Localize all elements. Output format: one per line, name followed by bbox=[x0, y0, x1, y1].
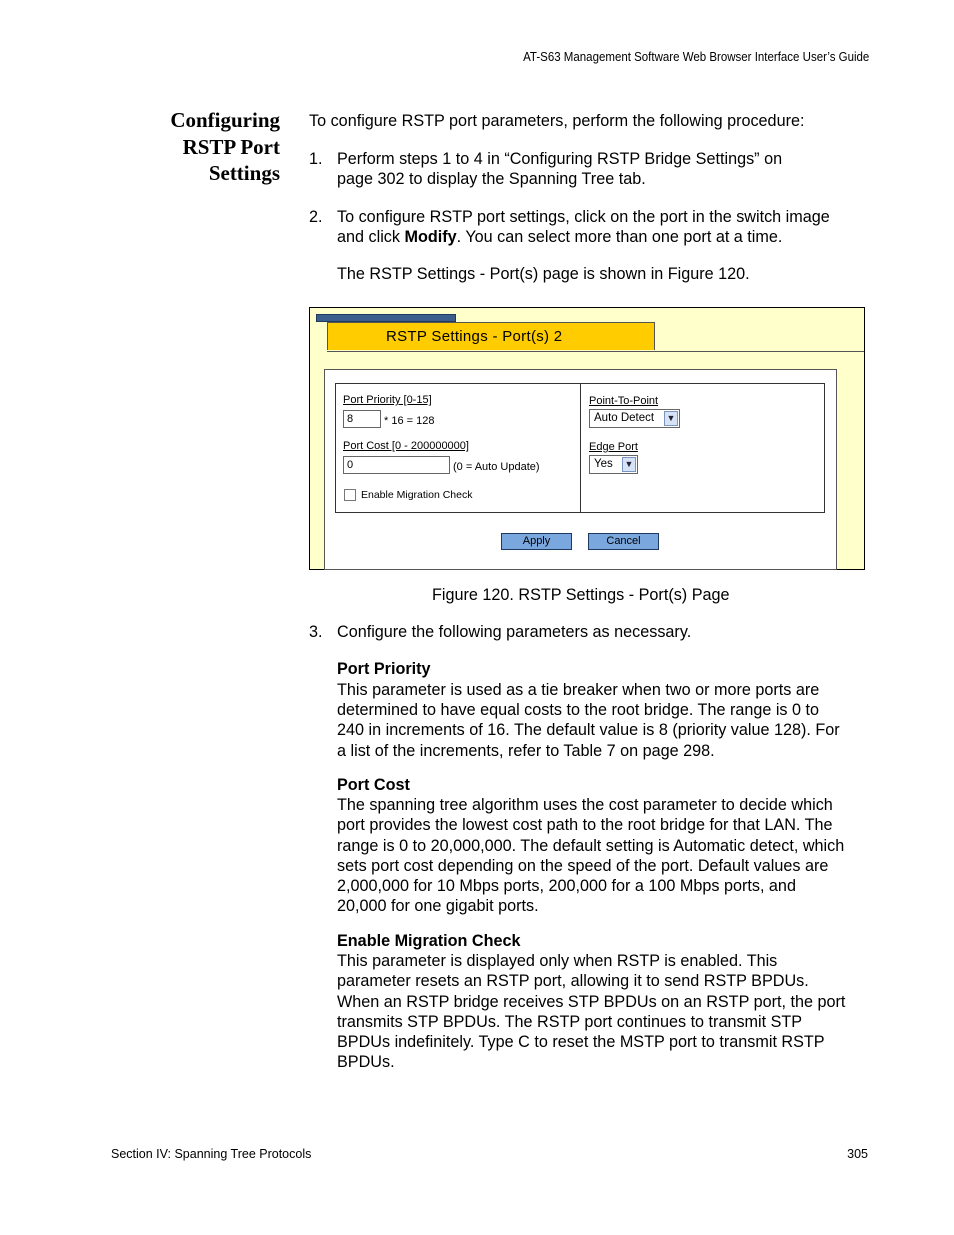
param-text: parameter resets an RSTP port, allowing it to send RSTP BPDUs. bbox=[337, 972, 809, 990]
step-text: page 302 to display the Spanning Tree tab. bbox=[337, 170, 646, 188]
section-title-line: RSTP Port bbox=[182, 134, 280, 159]
tab-underline bbox=[327, 351, 864, 352]
param-text: When an RSTP bridge receives STP BPDUs on an RSTP port, the port bbox=[337, 993, 846, 1011]
port-priority-input[interactable]: 8 bbox=[343, 410, 381, 428]
param-text: 240 in increments of 16. The default value is 8 (priority value 128). For bbox=[337, 721, 840, 739]
intro-text: To configure RSTP port parameters, perform the following procedure: bbox=[309, 112, 805, 130]
port-priority-hint: * 16 = 128 bbox=[384, 415, 435, 427]
param-text: This parameter is displayed only when RSTP is enabled. This bbox=[337, 952, 778, 970]
param-text: determined to have equal costs to the root bridge. The range is 0 to bbox=[337, 701, 820, 719]
param-text: range is 0 to 20,000,000. The default setting is Automatic detect, which bbox=[337, 837, 845, 855]
point-to-point-select[interactable] bbox=[589, 409, 680, 428]
running-header: AT-S63 Management Software Web Browser Interface User’s Guide bbox=[522, 50, 869, 64]
apply-button[interactable]: Apply bbox=[501, 533, 572, 550]
rstp-settings-figure bbox=[309, 307, 865, 570]
port-priority-label: Port Priority [0-15] bbox=[343, 394, 432, 406]
param-text: BPDUs. bbox=[337, 1053, 395, 1071]
modify-keyword: Modify bbox=[404, 228, 457, 246]
step-text-part: . You can select more than one port at a time. bbox=[456, 228, 783, 246]
step-number: 3. bbox=[309, 623, 323, 641]
param-text: BPDUs indefinitely. Type C to reset the MSTP port to transmit RSTP bbox=[337, 1033, 825, 1051]
param-text: This parameter is used as a tie breaker when two or more ports are bbox=[337, 681, 820, 699]
point-to-point-value: Auto Detect bbox=[594, 412, 655, 424]
param-text: transmits STP BPDUs. The RSTP port continues to transmit STP bbox=[337, 1013, 803, 1031]
edge-port-select[interactable] bbox=[589, 455, 638, 474]
section-title-line: Settings bbox=[208, 161, 280, 185]
section-title bbox=[120, 107, 280, 187]
param-text: The spanning tree algorithm uses the cost parameter to decide which bbox=[337, 796, 833, 814]
step-text: Configure the following parameters as necessary. bbox=[337, 623, 692, 641]
footer-section: Section IV: Spanning Tree Protocols bbox=[111, 1147, 312, 1161]
column-divider bbox=[580, 384, 581, 512]
edge-port-value: Yes bbox=[594, 458, 613, 470]
param-title-port-priority: Port Priority bbox=[337, 660, 431, 678]
edge-port-label: Edge Port bbox=[589, 441, 638, 453]
tab-bar-accent bbox=[316, 314, 456, 322]
param-title-migration-check: Enable Migration Check bbox=[337, 932, 521, 950]
port-cost-hint: (0 = Auto Update) bbox=[453, 461, 540, 473]
port-cost-label: Port Cost [0 - 200000000] bbox=[343, 440, 469, 452]
tab-rstp-settings-port[interactable]: RSTP Settings - Port(s) 2 bbox=[327, 322, 655, 350]
step-note: The RSTP Settings - Port(s) page is shown in Figure 120. bbox=[337, 265, 750, 283]
section-title-line: Configuring bbox=[170, 108, 280, 132]
param-title-port-cost: Port Cost bbox=[337, 776, 410, 794]
settings-form bbox=[335, 383, 825, 513]
param-text: 2,000,000 for 10 Mbps ports, 200,000 for a 100 Mbps ports, and bbox=[337, 877, 796, 895]
port-cost-input[interactable]: 0 bbox=[343, 456, 450, 474]
chevron-down-icon: ▼ bbox=[622, 457, 636, 472]
enable-migration-checkbox[interactable] bbox=[344, 489, 356, 501]
step-text: To configure RSTP port settings, click on the port in the switch image bbox=[337, 208, 830, 226]
cancel-button[interactable]: Cancel bbox=[588, 533, 659, 550]
param-text: 20,000 for one gigabit ports. bbox=[337, 897, 539, 915]
step-text: Perform steps 1 to 4 in “Configuring RSTP Bridge Settings” on bbox=[337, 150, 783, 168]
param-text: a list of the increments, refer to Table 7 on page 298. bbox=[337, 742, 715, 760]
chevron-down-icon: ▼ bbox=[664, 411, 678, 426]
figure-caption: Figure 120. RSTP Settings - Port(s) Page bbox=[432, 586, 730, 604]
param-text: port provides the lowest cost path to the root bridge for that LAN. The bbox=[337, 816, 833, 834]
enable-migration-label: Enable Migration Check bbox=[361, 489, 473, 501]
step-number: 1. bbox=[309, 150, 323, 168]
point-to-point-label: Point-To-Point bbox=[589, 395, 659, 407]
param-text: sets port cost depending on the speed of the port. Default values are bbox=[337, 857, 829, 875]
step-number: 2. bbox=[309, 208, 323, 226]
settings-panel bbox=[324, 369, 837, 570]
step-text-part: and click bbox=[337, 228, 405, 246]
step-text bbox=[337, 227, 782, 247]
page-number: 305 bbox=[847, 1147, 868, 1161]
